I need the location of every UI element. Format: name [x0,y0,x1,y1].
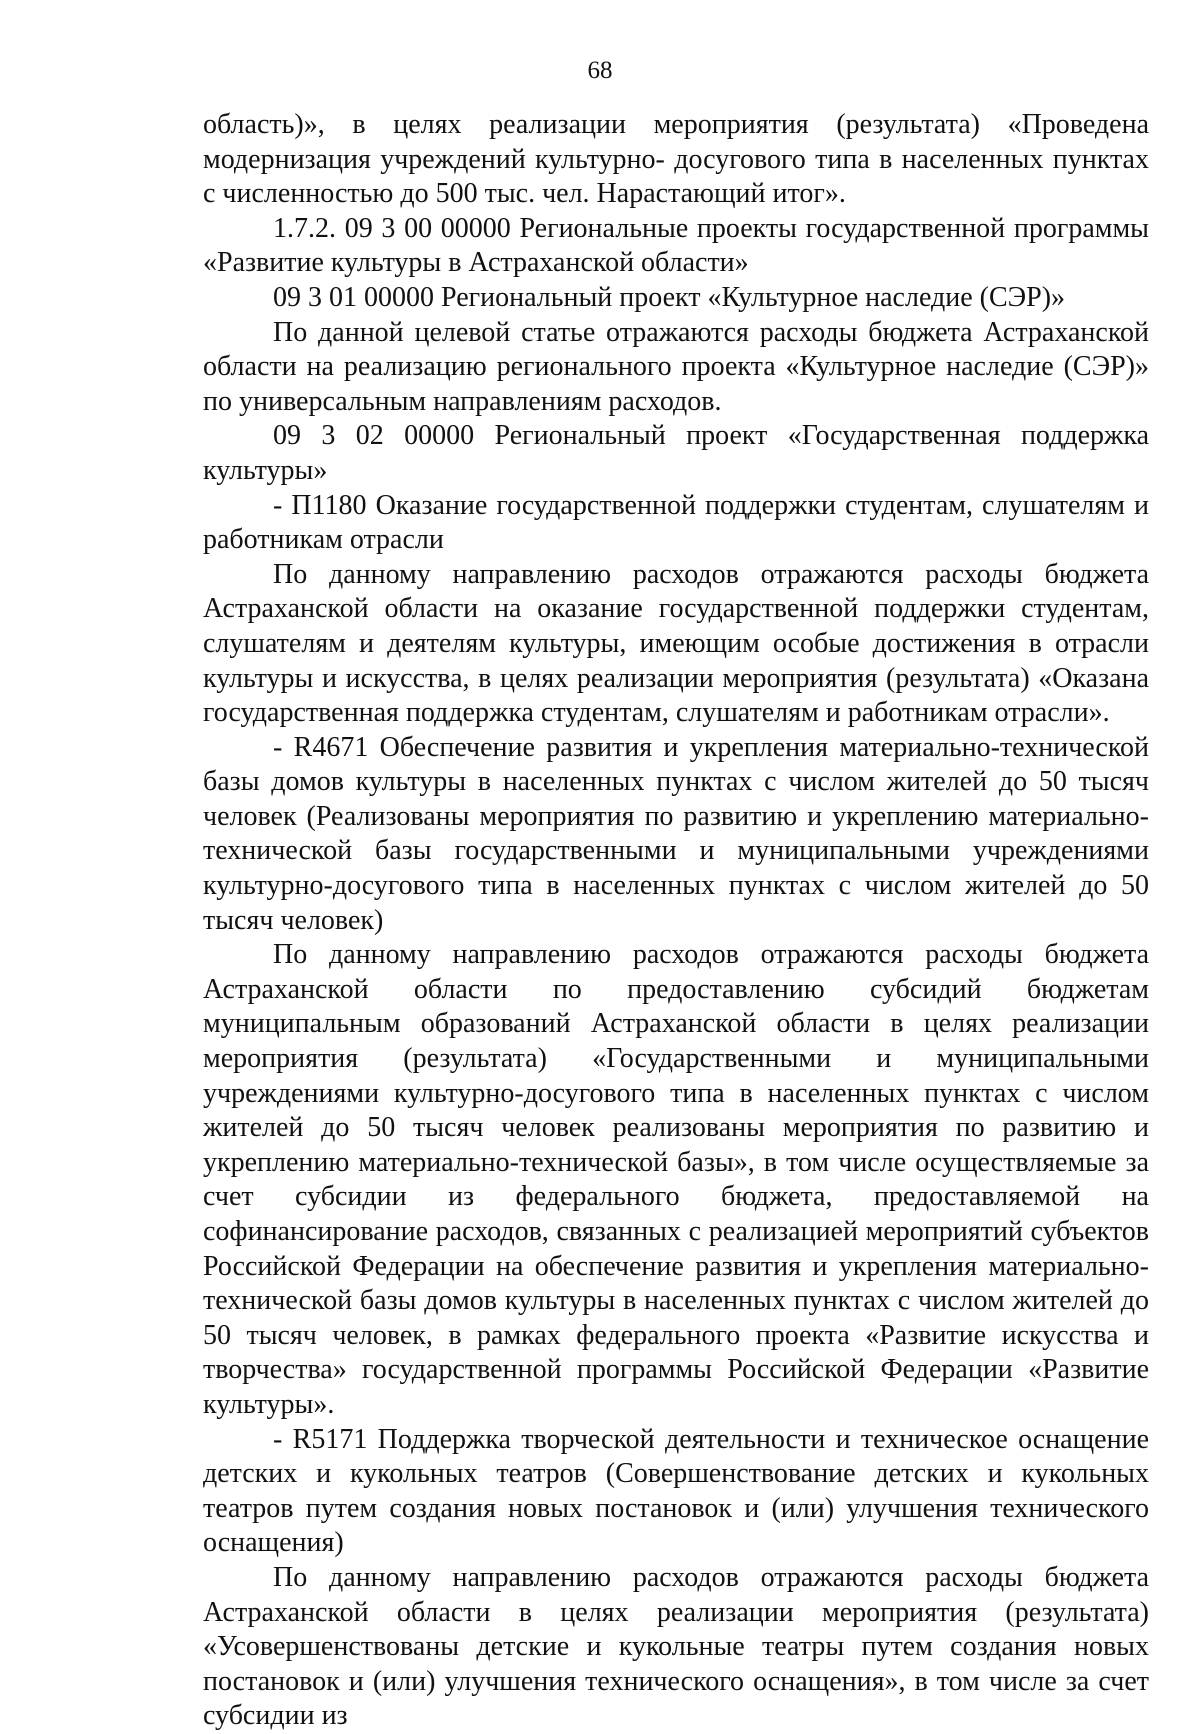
paragraph-p1180-description: По данному направлению расходов отражаются расходы бюджета Астраханской области на оказание государственной поддержки студентам, слушателям и деятелям культуры, имеющим особые достижения в отрасли культуры и искусства, в целях реализации мероприятия (результата) «Оказана государственная поддержка студентам, слушателям и работникам отрасли». [203,558,1149,729]
paragraph-r5171-description: По данному направлению расходов отражаются расходы бюджета Астраханской области в целях реализации мероприятия (результата) «Усовершенствованы детские и кукольные театры путем создания новых постановок и (или) улучшения технического оснащения», в том числе за счет субсидии из [203,1561,1149,1732]
paragraph-intro-continuation: область)», в целях реализации мероприятия (результата) «Проведена модернизация учреждений культурно- досугового типа в населенных пунктах с численностью до 500 тыс. чел. Нарастающий итог». [203,109,1149,210]
paragraph-project-state-support: 09 3 02 00000 Региональный проект «Государственная поддержка культуры» [203,420,1149,486]
document-body [203,108,1149,1734]
paragraph-r4671-description: По данному направлению расходов отражаются расходы бюджета Астраханской области по предоставлению субсидий бюджетам муниципальным образований Астраханской области в целях реализации мероприятия (результата) «Государственными и муниципальными учреждениями культурно-досугового типа в населенных пунктах с числом жителей до 50 тысяч человек реализованы мероприятия по развитию и укреплению материально-технической базы», в том числе осуществляемые за счет субсидии из федерального бюджета, предоставляемой на софинансирование расходов, связанных с реализацией мероприятий субъектов Российской Федерации на обеспечение развития и укрепления материально-технической базы домов культуры в населенных пунктах с числом жителей до 50 тысяч человек, в рамках федерального проекта «Развитие искусства и творчества» государственной программы Российской Федерации «Развитие культуры». [203,939,1149,1420]
paragraph-cultural-heritage-description: По данной целевой статье отражаются расходы бюджета Астраханской области на реализацию регионального проекта «Культурное наследие (СЭР)» по универсальным направлениям расходов. [203,316,1149,417]
paragraph-item-p1180: - П1180 Оказание государственной поддержки студентам, слушателям и работникам отрасли [203,489,1149,556]
page-number: 68 [587,57,613,84]
paragraph-item-r4671: - R4671 Обеспечение развития и укрепления материально-технической базы домов культуры в населенных пунктах с числом жителей до 50 тысяч человек (Реализованы мероприятия по развитию и укреплению материально-технической базы государственными и муниципальными учреждениями культурно-досугового типа в населенных пунктах с числом жителей до 50 тысяч человек) [203,731,1149,936]
paragraph-item-r5171: - R5171 Поддержка творческой деятельности и техническое оснащение детских и кукольных театров (Совершенствование детских и кукольных театров путем создания новых постановок и (или) улучшения технического оснащения) [203,1423,1149,1559]
paragraph-section-1-7-2: 1.7.2. 09 3 00 00000 Региональные проекты государственной программы «Развитие культуры в Астраханской области» [203,212,1149,279]
paragraph-project-cultural-heritage: 09 3 01 00000 Региональный проект «Культурное наследие (СЭР)» [273,281,1066,313]
